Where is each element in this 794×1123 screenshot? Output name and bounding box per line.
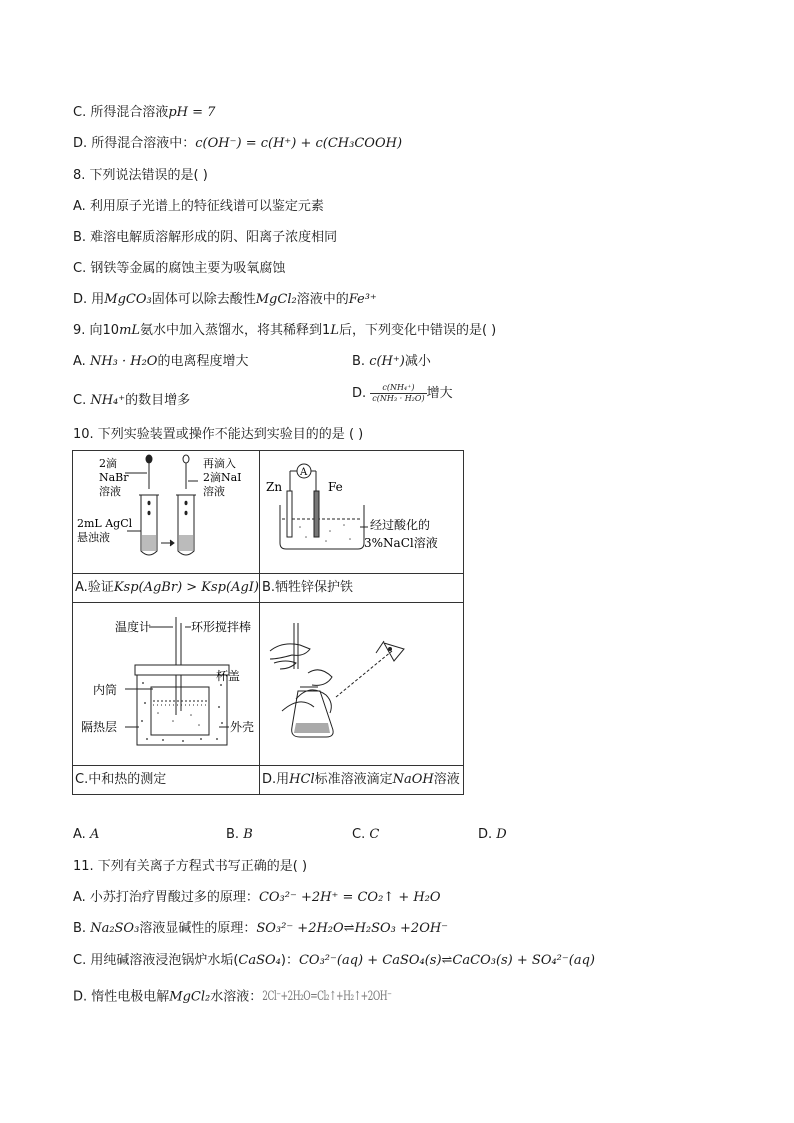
- option-text: D. 用: [73, 292, 105, 307]
- figure-d-cell: [260, 603, 464, 766]
- insulation-label: 隔热层: [81, 720, 118, 734]
- option-text: B.: [73, 921, 91, 936]
- formula: CaSO₄: [238, 953, 281, 968]
- formula: pH = 7: [168, 105, 216, 120]
- q9-option-c: [73, 392, 190, 410]
- outer-shell-label: 外壳: [230, 720, 255, 734]
- formula: MgCl₂: [169, 989, 211, 1005]
- option-text: 的电离程度增大: [157, 354, 249, 369]
- formula: Ksp(AgBr) > Ksp(AgI): [113, 580, 259, 595]
- formula: NH₃ · H₂O: [89, 354, 158, 369]
- option-text: 增大: [426, 386, 453, 401]
- stem-text: 氨水中加入蒸馏水，将其稀释到1: [140, 323, 331, 338]
- fraction-denominator: c(NH₃ · H₂O): [372, 394, 425, 403]
- formula: NH₄⁺: [90, 393, 126, 408]
- label-suspension: 悬浊液: [77, 531, 110, 544]
- formula: D: [496, 827, 507, 842]
- formula: A: [89, 827, 100, 842]
- option-text: )：: [280, 953, 299, 968]
- option-text: D. 惰性电极电解: [73, 989, 170, 1005]
- option-text: D.: [478, 827, 493, 842]
- formula: mL: [119, 323, 141, 338]
- caption-b-cell: [260, 574, 464, 603]
- q10-stem: 10. 下列实验装置或操作不能达到实验目的的是 ( ): [73, 427, 364, 442]
- ammeter-label: A: [300, 467, 308, 478]
- galvanic-cell-figure: [260, 451, 463, 569]
- option-text: 水溶液：: [210, 989, 263, 1005]
- q8-stem: 8. 下列说法错误的是( ): [73, 168, 208, 183]
- q8-option-a: A. 利用原子光谱上的特征线谱可以鉴定元素: [73, 199, 324, 214]
- option-text: D. 所得混合溶液中：: [73, 136, 196, 151]
- caption-d: [260, 766, 463, 794]
- electrolyte-label-2: 3%NaCl溶液: [364, 536, 438, 550]
- formula: NaOH: [392, 772, 434, 787]
- formula: c(H⁺): [369, 354, 405, 369]
- q9-option-a: [73, 353, 248, 371]
- electrolyte-label-1: 经过酸化的: [370, 518, 431, 532]
- stirrer-label: 环形搅拌棒: [191, 620, 252, 634]
- formula: CO₃²⁻(aq) + CaSO₄(s)⇌CaCO₃(s) + SO₄²⁻(aq): [298, 953, 595, 968]
- stem-text: 9. 向10: [73, 323, 120, 338]
- q10-option-c: [352, 826, 379, 844]
- q8-option-c: C. 钢铁等金属的腐蚀主要为吸氧腐蚀: [73, 261, 286, 276]
- q11-option-c: [73, 952, 595, 970]
- formula: HCl: [289, 772, 315, 787]
- q10-option-a: [73, 826, 99, 844]
- q7-option-d: [73, 135, 402, 153]
- option-text: B.: [226, 827, 240, 842]
- test-tube-figure: [73, 451, 258, 569]
- caption-d-cell: [260, 766, 464, 795]
- option-text: 溶液显碱性的原理：: [139, 921, 257, 936]
- label-solution: 溶液: [99, 485, 121, 498]
- option-text: 溶液中的: [296, 292, 349, 307]
- formula: B: [243, 827, 253, 842]
- q9-option-b: [352, 353, 431, 371]
- formula: Fe³⁺: [348, 292, 377, 307]
- q9-option-d: [352, 383, 453, 405]
- q10-option-d: [478, 826, 507, 844]
- label-nai: 2滴NaI: [203, 471, 242, 484]
- lid-label: 杯盖: [216, 669, 241, 683]
- formula: c(OH⁻) = c(H⁺) + c(CH₃COOH): [195, 136, 403, 151]
- caption-c: C.中和热的测定: [75, 772, 167, 787]
- formula: L: [330, 323, 339, 338]
- caption-a: [73, 574, 259, 602]
- calorimeter-figure: [73, 603, 258, 761]
- figure-c-cell: [73, 603, 260, 766]
- option-text: B.: [352, 354, 370, 369]
- formula: MgCO₃: [104, 292, 152, 307]
- q11-stem: 11. 下列有关离子方程式书写正确的是( ): [73, 859, 308, 874]
- q10-option-b: [226, 826, 253, 844]
- q11-option-b: [73, 920, 448, 938]
- experiment-table: [72, 450, 464, 795]
- option-text: D.: [352, 386, 371, 401]
- option-text: 固体可以除去酸性: [151, 292, 256, 307]
- figure-b-cell: [260, 451, 464, 574]
- formula: C: [369, 827, 380, 842]
- caption-a-cell: [73, 574, 260, 603]
- label-agcl: 2mL AgCl: [77, 517, 133, 530]
- option-text: C.: [73, 393, 91, 408]
- option-text: C. 用纯碱溶液浸泡锅炉水垢(: [73, 953, 239, 968]
- caption-b: B.牺牲锌保护铁: [262, 580, 354, 595]
- formula: MgCl₂: [255, 292, 297, 307]
- titration-figure: [260, 603, 463, 761]
- inner-cup-label: 内筒: [93, 683, 118, 697]
- stem-text: 后，下列变化中错误的是( ): [338, 323, 497, 338]
- q8-option-b: B. 难溶电解质溶解形成的阴、阳离子浓度相同: [73, 230, 338, 245]
- caption-text: 溶液: [433, 772, 460, 787]
- option-text: A.: [73, 827, 86, 842]
- formula: CO₃²⁻ +2H⁺ = CO₂↑ + H₂O: [258, 890, 441, 905]
- zinc-label: Zn: [266, 480, 283, 494]
- q7-option-c: [73, 104, 215, 122]
- figure-a-cell: [73, 451, 260, 574]
- caption-text: A.验证: [75, 580, 114, 595]
- option-text: 减小: [404, 354, 431, 369]
- option-text: C. 所得混合溶液: [73, 105, 169, 120]
- formula: SO₃²⁻ +2H₂O⇌H₂SO₃ +2OH⁻: [256, 921, 449, 936]
- caption-text: 标准溶液滴定: [314, 772, 393, 787]
- fraction-numerator: c(NH₄⁺): [370, 383, 426, 394]
- caption-text: D.用: [262, 772, 290, 787]
- option-text: C.: [352, 827, 366, 842]
- q8-option-d: [73, 291, 377, 309]
- label-nabr: NaBr: [99, 471, 129, 484]
- q11-option-d: [73, 988, 391, 1007]
- label-2drops: 2滴: [99, 457, 117, 470]
- blurred-equation-image: 2Cl⁻+2H₂O=Cl₂↑+H₂↑+2OH⁻: [262, 990, 392, 1004]
- q9-stem: [73, 322, 496, 340]
- q11-option-a: [73, 889, 441, 907]
- label-add-again: 再滴入: [203, 457, 236, 470]
- caption-c-cell: [73, 766, 260, 795]
- iron-label: Fe: [328, 480, 343, 494]
- label-solution-2: 溶液: [203, 485, 225, 498]
- thermometer-label: 温度计: [115, 620, 152, 634]
- fraction: [370, 383, 426, 404]
- option-text: 的数目增多: [125, 393, 191, 408]
- option-text: A.: [73, 354, 90, 369]
- formula: Na₂SO₃: [90, 921, 140, 936]
- option-text: A. 小苏打治疗胃酸过多的原理：: [73, 890, 259, 905]
